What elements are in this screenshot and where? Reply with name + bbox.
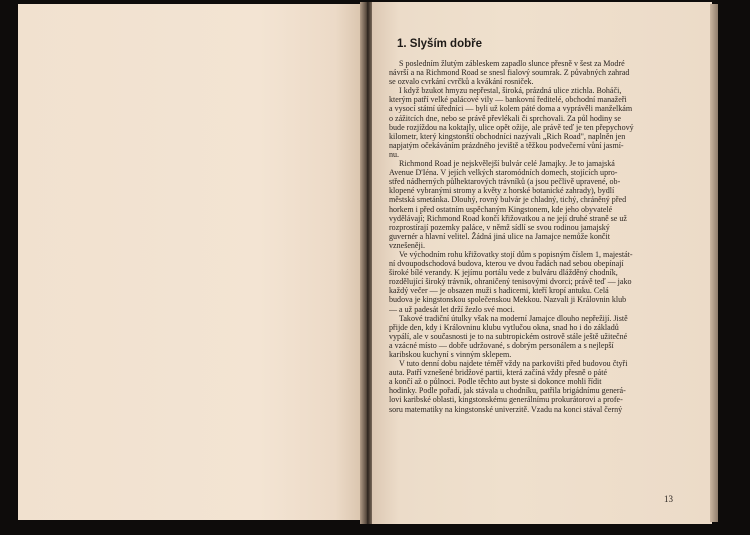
text-line: rozdělující široký trávník, ohraničený tenisovými dvorci; právě teď — jako	[389, 277, 632, 287]
page-number: 13	[664, 494, 673, 504]
text-line: a vzácné místo — dobře udržované, s dobrým personálem a s nejlepší	[389, 340, 614, 350]
text-line: vydělávají; Richmond Road končí křižovatkou a ne její druhé straně se už	[389, 213, 627, 223]
text-line: guvernér a hlavní velitel. Žádná jiná ulice na Jamajce nemůže končit	[389, 231, 610, 241]
text-line: klopené vybranými stromy a květy z horské botanické zahrady), bydlí	[389, 186, 615, 196]
text-line: o zážitcích dne, nebo se právě převlékali či sprchovali. Za půl hodiny se	[389, 113, 621, 123]
text-line: horkem i před ostatním uspěchaným Kingstonem, kde jeho obyvatelé	[389, 204, 613, 214]
text-line: karibskou kuchyní s vinným sklepem.	[389, 350, 512, 359]
text-line: vznešeněji.	[389, 240, 425, 250]
text-line: se ozvalo cvrkání cvrčků a kvákání rosniček.	[389, 77, 534, 87]
text-line: soru matematiky na kingstonské univerzitě. Vzadu na konci stával černý	[389, 404, 623, 414]
left-page-blank	[18, 4, 363, 520]
text-line: střed nádherných půlhektarových trávníků (a jsou pečlivě upravené, ob-	[389, 177, 621, 187]
text-line: S posledním žlutým záblеskem zapadlo slunce přesně v šest za Modré	[399, 59, 625, 68]
text-line: I když bzukot hmyzu nepřestal, široká, prázdná ulice ztichla. Boháči,	[399, 86, 622, 96]
text-line: ní dvoupodschodová budova, kterou ve dvou řadách nad sebou obepínají	[389, 259, 624, 269]
text-line: návrší a na Richmond Road se snesl fialový soumrak. Z půvabných zahrad	[389, 68, 630, 78]
chapter-title: 1. Slyším dobře	[397, 38, 483, 50]
text-line: budova je kingstonskou společenskou Mekkou. Nazvali ji Královnin klub	[389, 295, 627, 305]
page-edge	[710, 4, 718, 522]
text-line: přijde den, kdy i Královninu klubu vytlučou okna, snad ho i do základů	[389, 322, 619, 332]
text-line: kterým patří velké palácové vily — bankovní ředitelé, obchodní manažeři	[389, 95, 627, 105]
text-line: široké bílé verandy. K jejímu portálu vede z bulváru dlážděný chodník,	[389, 268, 618, 278]
body-text	[389, 59, 679, 414]
text-line: Avenue D'Iéna. V jejích velkých staromódních domech, stojících upro-	[389, 168, 618, 178]
text-line: městská smetánka. Dlouhý, rovný bulvár je chladný, tichý, chráněný před	[389, 195, 627, 205]
text-line: a končí až o půlnoci. Podle těchto aut byste si dokonce mohli řídit	[389, 377, 602, 387]
text-line: vypálí, ale v současnosti je to na subtropickém ostrově stále ještě užitečné	[389, 331, 628, 341]
text-line: — a už padesát let drží žezlo své moci.	[389, 304, 515, 314]
text-line: napjatým očekáváním prázdného jeviště a těžkou podvečerní vůní jasmí-	[389, 140, 624, 150]
text-line: nu.	[389, 149, 400, 159]
text-line: lovi karibské oblasti, kingstonskému generálnímu prokurátorovi a profe-	[389, 395, 623, 405]
text-line: a vysocí státní úředníci — byli už kolem páté doma a vyprávěli manželkám	[389, 104, 633, 114]
text-line: auta. Patří vznešené bridžové partii, která začíná vždy přesně o páté	[389, 368, 608, 378]
text-line: V tuto denní dobu najdete téměř vždy na parkovišti před budovou čtyři	[399, 359, 628, 369]
text-line: rozprostírají pozemky paláce, v němž sídlí se svou rodinou jamajský	[389, 222, 610, 232]
text-line: hodinky. Podle pořadí, jak stávala u chodníku, patřila brigádnímu generá-	[389, 386, 626, 396]
text-line: Ve východním rohu křižovatky stojí dům s popisným číslem 1, majestát-	[399, 249, 633, 259]
text-line: Takové tradiční útulky však na moderní Jamajce dlouho nepřežijí. Jistě	[399, 313, 628, 323]
text-line: bude rozjíždou na koktajly, ulice opět ožije, ale právě teď je ten přepychový	[389, 122, 634, 132]
text-line: kilometr, který kingstonští obchodníci nazývali „Rich Road", naplněn jen	[389, 131, 626, 141]
text-line: každý večer — je obsazen muži s hadicemi, kteří kropí antuku. Celá	[389, 286, 609, 296]
text-line: Richmond Road je nejskvělejší bulvár celé Jamajky. Je to jamajská	[399, 159, 615, 169]
